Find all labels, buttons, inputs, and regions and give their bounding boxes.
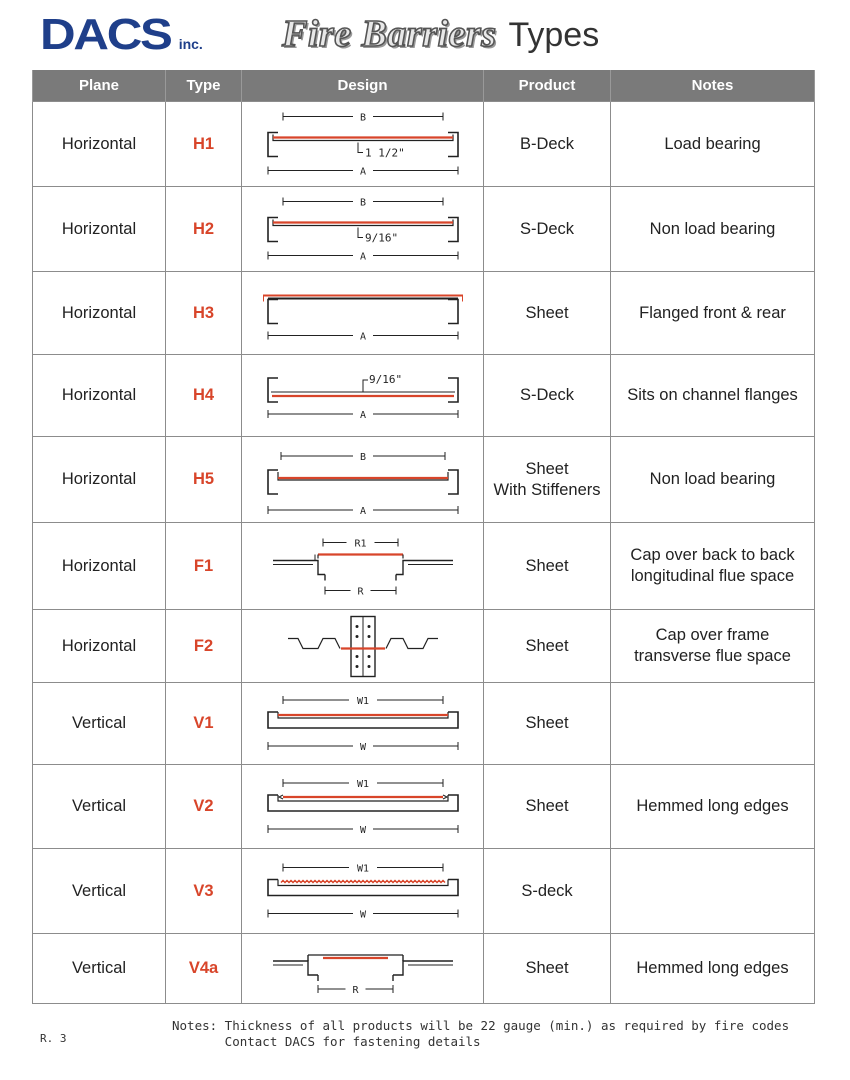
cell-design [242, 683, 484, 765]
product-line: With Stiffeners [493, 480, 601, 499]
notes-line: Non load bearing [649, 470, 776, 489]
notes-line: Load bearing [664, 134, 761, 153]
dimension-label-top: B [359, 112, 366, 123]
cell-product [484, 765, 611, 849]
table-row [33, 765, 815, 849]
cell-product [484, 187, 611, 272]
table-row [33, 102, 815, 187]
column-header-notes: Notes [611, 70, 815, 102]
cell-notes [611, 683, 815, 765]
dimension-label-top: W1 [356, 778, 369, 790]
cell-notes [611, 102, 815, 187]
product-line: Sheet [525, 636, 569, 655]
dacs-logo [40, 10, 203, 60]
product-line: Sheet [525, 556, 569, 575]
design-diagram-v2 [263, 769, 463, 845]
product-line: Sheet [525, 459, 569, 478]
product-line: Sheet [525, 303, 569, 322]
table-row [33, 934, 815, 1004]
logo-suffix: inc. [178, 36, 203, 52]
title-fancy: Fire Barriers [282, 13, 497, 55]
design-diagram-h2 [263, 191, 463, 268]
column-header-product: Product [484, 70, 611, 102]
footer-notes-line-2: Contact DACS for fastening details [172, 1034, 481, 1049]
table-row [33, 683, 815, 765]
product-line: B-Deck [519, 134, 575, 153]
notes-line: Cap over frame [655, 626, 770, 645]
design-diagram-h1 [263, 106, 463, 183]
cell-design [242, 355, 484, 437]
cell-product [484, 683, 611, 765]
cell-design [242, 102, 484, 187]
cell-design [242, 437, 484, 523]
cell-product [484, 523, 611, 610]
dimension-label-bottom: W [359, 909, 366, 920]
table-row [33, 437, 815, 523]
cell-design [242, 272, 484, 355]
dimension-label-bottom: A [359, 251, 366, 262]
notes-line: Hemmed long edges [636, 797, 789, 816]
product-line: Sheet [525, 797, 569, 816]
product-line: S-deck [521, 881, 573, 900]
notes-line: Cap over back to back [630, 546, 795, 565]
dimension-label-bottom: A [359, 166, 366, 177]
notes-line: longitudinal flue space [630, 567, 795, 585]
design-diagram-v1 [263, 687, 463, 761]
table-row [33, 610, 815, 683]
column-header-type: Type [166, 70, 242, 102]
cell-product [484, 102, 611, 187]
table-row [33, 355, 815, 437]
notes-line: Flanged front & rear [639, 303, 786, 322]
dimension-label-bottom: R [351, 984, 359, 996]
cell-notes [611, 437, 815, 523]
cell-design [242, 610, 484, 683]
design-diagram-h5 [263, 441, 463, 519]
cell-plane: Horizontal [33, 610, 166, 683]
footer-notes-line-1: Notes: Thickness of all products will be 22 gauge (min.) as required by fire codes [172, 1018, 790, 1033]
dimension-label-bottom: A [359, 505, 366, 517]
cell-product [484, 355, 611, 437]
fire-barriers-table [32, 70, 815, 1004]
table-row [33, 272, 815, 355]
cell-plane: Vertical [33, 849, 166, 934]
cell-product [484, 272, 611, 355]
column-header-plane: Plane [33, 70, 166, 102]
design-diagram-h3 [263, 276, 463, 351]
cell-plane: Vertical [33, 683, 166, 765]
cell-type: V1 [166, 683, 242, 765]
logo-main-text: DACS [40, 10, 171, 59]
dimension-label-top: W1 [356, 863, 369, 874]
dimension-label-detail: 9/16" [364, 231, 398, 244]
cell-type: V2 [166, 765, 242, 849]
product-line: S-Deck [519, 219, 575, 238]
dimension-label-bottom: A [359, 331, 366, 342]
dimension-label-bottom: R [356, 586, 364, 597]
dimension-label-top: R1 [353, 538, 367, 549]
cell-type: F2 [166, 610, 242, 683]
dimension-label-bottom: A [359, 409, 366, 421]
cell-type: F1 [166, 523, 242, 610]
design-diagram-f1 [263, 527, 463, 606]
dimension-label-detail: 1 1/2" [364, 146, 405, 159]
design-diagram-v4a [263, 938, 463, 1000]
cell-product [484, 849, 611, 934]
design-diagram-h4 [263, 359, 463, 433]
dimension-label-detail: 9/16" [368, 372, 402, 386]
cell-type: H4 [166, 355, 242, 437]
notes-line: Non load bearing [649, 219, 776, 238]
page-title [282, 12, 599, 56]
cell-design [242, 523, 484, 610]
design-diagram-v3 [263, 853, 463, 930]
footer-notes [172, 1018, 789, 1050]
cell-plane: Horizontal [33, 272, 166, 355]
product-line: Sheet [525, 959, 569, 978]
dimension-label-top: B [359, 451, 366, 463]
revision-label: R. 3 [40, 1032, 67, 1045]
cell-plane: Vertical [33, 934, 166, 1004]
cell-notes [611, 187, 815, 272]
table-row [33, 849, 815, 934]
cell-plane: Horizontal [33, 355, 166, 437]
cell-type: H1 [166, 102, 242, 187]
notes-line: Hemmed long edges [636, 959, 789, 978]
cell-design [242, 187, 484, 272]
cell-plane: Vertical [33, 765, 166, 849]
notes-line: transverse flue space [634, 647, 791, 665]
cell-design [242, 934, 484, 1004]
cell-notes [611, 523, 815, 610]
cell-type: V3 [166, 849, 242, 934]
product-line: Sheet [525, 714, 569, 733]
cell-type: H3 [166, 272, 242, 355]
cell-notes [611, 849, 815, 934]
cell-type: H2 [166, 187, 242, 272]
dimension-label-bottom: W [359, 824, 366, 836]
cell-product [484, 437, 611, 523]
cell-plane: Horizontal [33, 187, 166, 272]
cell-notes [611, 272, 815, 355]
cell-notes [611, 765, 815, 849]
table-header-row [33, 70, 815, 102]
design-diagram-f2 [263, 614, 463, 679]
product-line: S-Deck [519, 386, 575, 405]
cell-product [484, 610, 611, 683]
cell-product [484, 934, 611, 1004]
cell-notes [611, 934, 815, 1004]
cell-notes [611, 355, 815, 437]
title-plain: Types [508, 16, 600, 54]
cell-design [242, 765, 484, 849]
cell-plane: Horizontal [33, 523, 166, 610]
notes-line: Sits on channel flanges [627, 386, 798, 405]
dimension-label-bottom: W [359, 741, 366, 753]
cell-notes [611, 610, 815, 683]
dimension-label-top: B [359, 197, 366, 208]
cell-type: V4a [166, 934, 242, 1004]
dimension-label-top: W1 [356, 695, 369, 707]
cell-design [242, 849, 484, 934]
column-header-design: Design [242, 70, 484, 102]
cell-type: H5 [166, 437, 242, 523]
cell-plane: Horizontal [33, 102, 166, 187]
table-row [33, 187, 815, 272]
cell-plane: Horizontal [33, 437, 166, 523]
page-header [0, 0, 850, 70]
table-row [33, 523, 815, 610]
table-body [33, 102, 815, 1004]
